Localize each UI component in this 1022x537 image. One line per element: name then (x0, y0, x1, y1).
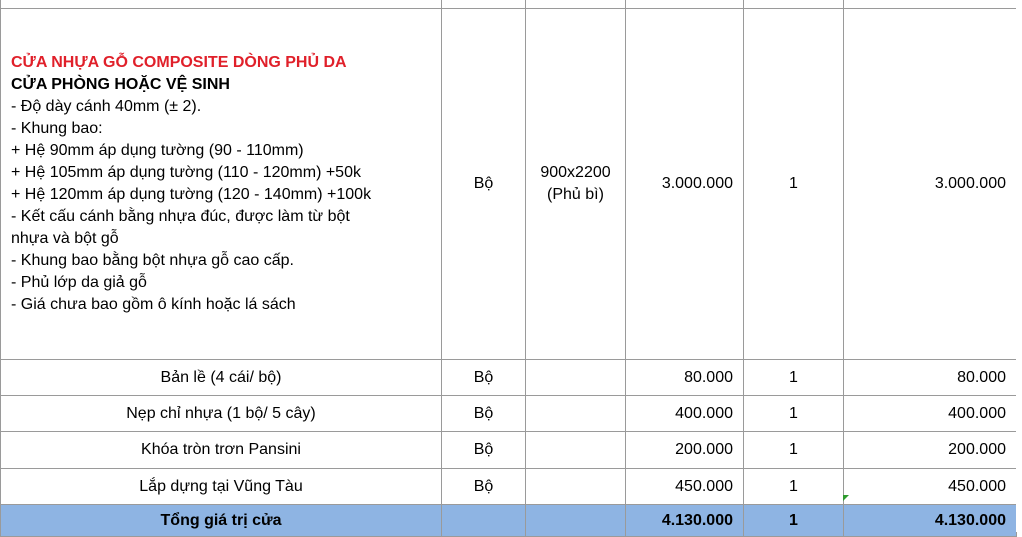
size-cell[interactable] (526, 469, 626, 505)
cell[interactable] (844, 0, 1017, 9)
spec-line: - Phủ lớp da giả gỗ (11, 274, 147, 291)
spec-line: - Khung bao bằng bột nhựa gỗ cao cấp. (11, 252, 294, 269)
item-description-cell[interactable]: Nẹp chỉ nhựa (1 bộ/ 5 cây) (1, 396, 442, 432)
item-description-cell[interactable]: Lắp dựng tại Vũng Tàu (1, 469, 442, 505)
price-cell[interactable]: 80.000 (626, 360, 744, 396)
summary-price-cell[interactable]: 4.130.000 (626, 505, 744, 537)
cell[interactable] (744, 0, 844, 9)
size-cell[interactable] (526, 396, 626, 432)
spec-line: - Kết cấu cánh bằng nhựa đúc, được làm từ bột (11, 208, 350, 225)
table-row (1, 360, 1017, 396)
spec-line: - Giá chưa bao gồm ô kính hoặc lá sách (11, 296, 296, 313)
total-cell[interactable]: 200.000 (844, 432, 1017, 469)
spec-line: - Khung bao: (11, 120, 103, 137)
summary-qty-cell[interactable]: 1 (744, 505, 844, 537)
qty-cell[interactable]: 1 (744, 432, 844, 469)
size-value: 900x2200 (540, 164, 611, 181)
spec-line: + Hệ 90mm áp dụng tường (90 - 110mm) (11, 142, 304, 159)
cell[interactable] (526, 0, 626, 9)
unit-cell[interactable]: Bộ (442, 396, 526, 432)
price-cell[interactable]: 3.000.000 (626, 9, 744, 360)
total-cell[interactable]: 3.000.000 (844, 9, 1017, 360)
unit-cell[interactable]: Bộ (442, 469, 526, 505)
size-cell[interactable] (526, 432, 626, 469)
size-cell[interactable] (526, 360, 626, 396)
qty-cell[interactable]: 1 (744, 396, 844, 432)
qty-cell[interactable]: 1 (744, 360, 844, 396)
summary-total-cell[interactable]: 4.130.000 (844, 505, 1017, 537)
unit-cell[interactable]: Bộ (442, 432, 526, 469)
product-title: CỬA NHỰA GỖ COMPOSITE DÒNG PHỦ DA (11, 54, 347, 71)
spec-line: nhựa và bột gỗ (11, 230, 119, 247)
cell[interactable] (442, 0, 526, 9)
table-row (1, 469, 1017, 505)
table-row (1, 396, 1017, 432)
item-description-cell[interactable]: Khóa tròn trơn Pansini (1, 432, 442, 469)
sheet-edge (1016, 0, 1022, 532)
spec-line: + Hệ 120mm áp dụng tường (120 - 140mm) +100k (11, 186, 372, 203)
price-cell[interactable]: 200.000 (626, 432, 744, 469)
price-cell[interactable]: 400.000 (626, 396, 744, 432)
size-note: (Phủ bì) (547, 186, 604, 203)
size-cell[interactable] (526, 9, 626, 360)
cell[interactable] (626, 0, 744, 9)
qty-cell[interactable]: 1 (744, 9, 844, 360)
total-cell[interactable]: 450.000 (844, 469, 1017, 505)
spec-line: + Hệ 105mm áp dụng tường (110 - 120mm) +50k (11, 164, 361, 181)
product-subtitle: CỬA PHÒNG HOẶC VỆ SINH (11, 76, 230, 93)
table-row (1, 432, 1017, 469)
total-cell[interactable]: 80.000 (844, 360, 1017, 396)
total-cell[interactable]: 400.000 (844, 396, 1017, 432)
cell[interactable] (1, 0, 442, 9)
unit-cell[interactable]: Bộ (442, 9, 526, 360)
item-description-cell[interactable]: Bản lề (4 cái/ bộ) (1, 360, 442, 396)
product-description-cell[interactable] (1, 9, 442, 360)
qty-cell[interactable]: 1 (744, 469, 844, 505)
spec-line: - Độ dày cánh 40mm (± 2). (11, 98, 202, 115)
price-cell[interactable]: 450.000 (626, 469, 744, 505)
cell-comment-marker (843, 495, 849, 501)
summary-label-cell[interactable]: Tổng giá trị cửa (1, 505, 442, 537)
previous-row (1, 0, 1017, 9)
unit-cell[interactable]: Bộ (442, 360, 526, 396)
product-row (1, 9, 1017, 360)
